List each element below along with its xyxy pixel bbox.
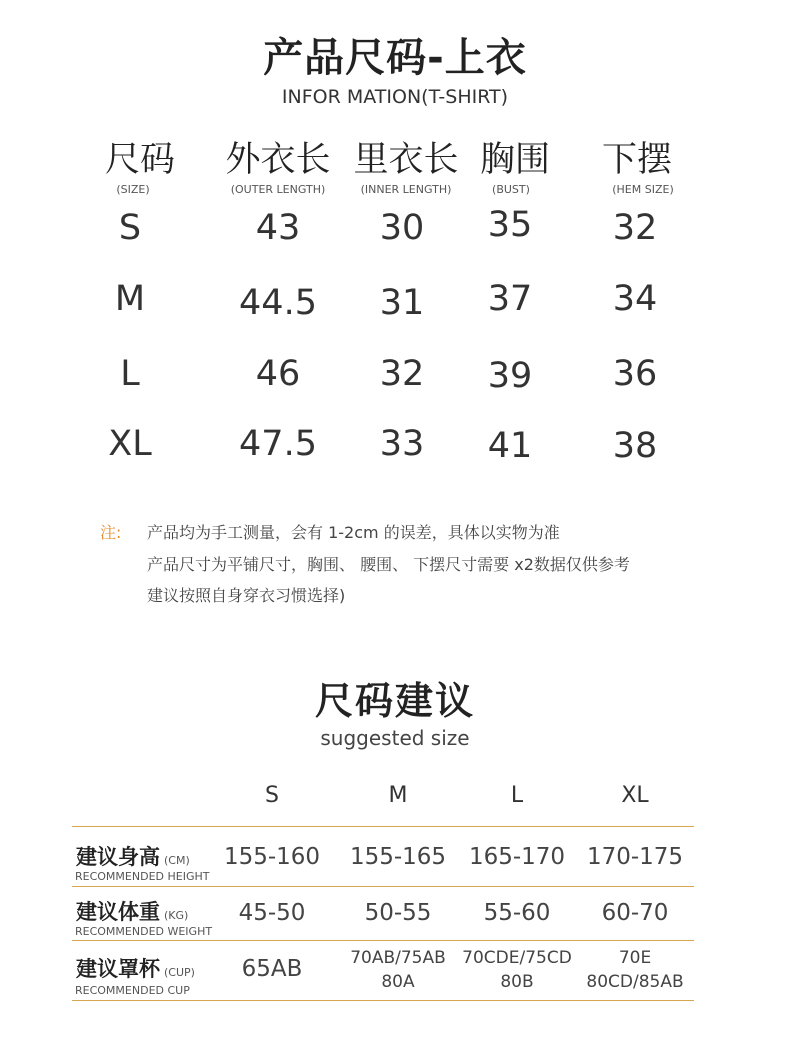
table-cell-size: L — [120, 354, 140, 394]
size-header-l: L — [510, 783, 524, 808]
table-cell-height-m: 155-165 — [349, 844, 447, 870]
row-sublabel-weight: RECOMMENDED WEIGHT — [75, 925, 213, 938]
row-unit-height: (CM) — [164, 854, 190, 867]
table-cell-hem-size: 38 — [612, 426, 658, 466]
column-subheader-outer-length: (OUTER LENGTH) — [230, 183, 326, 196]
column-header-inner-length: 里衣长 — [353, 140, 459, 180]
table-cell-height-s: 155-160 — [223, 844, 321, 870]
column-header-size: 尺码 — [104, 140, 175, 180]
table-cell-inner-length: 31 — [379, 283, 425, 323]
column-header-outer-length: 外衣长 — [225, 140, 331, 180]
column-subheader-hem-size: (HEM SIZE) — [612, 183, 674, 196]
table-divider — [72, 1000, 694, 1001]
table-cell-cup-l-line1: 70CDE/75CD — [462, 948, 572, 968]
table-cell-outer-length: 46 — [255, 354, 301, 394]
table-cell-cup-m-line1: 70AB/75AB — [350, 948, 446, 968]
table-cell-hem-size: 32 — [612, 208, 658, 248]
table-cell-cup-xl-line2: 80CD/85AB — [586, 972, 684, 992]
note-line: 产品均为手工测量，会有 1-2cm 的误差，具体以实物为准 — [147, 523, 560, 542]
column-header-bust: 胸围 — [479, 140, 550, 180]
column-subheader-inner-length: (INNER LENGTH) — [360, 183, 452, 196]
column-subheader-bust: (BUST) — [492, 183, 530, 196]
row-unit-cup: (CUP) — [164, 966, 195, 979]
table-cell-height-xl: 170-175 — [586, 844, 684, 870]
table-cell-bust: 39 — [487, 356, 533, 396]
table-cell-outer-length: 43 — [255, 208, 301, 248]
row-label-cup: 建议罩杯 (CUP) — [76, 957, 195, 981]
size-header-m: M — [388, 783, 408, 808]
section-title: 尺码建议 — [314, 679, 475, 723]
table-cell-hem-size: 36 — [612, 354, 658, 394]
table-cell-inner-length: 33 — [379, 424, 425, 464]
table-cell-bust: 41 — [487, 426, 533, 466]
table-cell-weight-s: 45-50 — [238, 900, 306, 926]
column-subheader-size: (SIZE) — [116, 183, 150, 196]
table-cell-height-l: 165-170 — [468, 844, 566, 870]
table-divider — [72, 886, 694, 887]
note-line: 建议按照自身穿衣习惯选择) — [147, 586, 346, 605]
table-cell-size: XL — [108, 424, 152, 464]
table-cell-weight-m: 50-55 — [364, 900, 432, 926]
table-cell-outer-length: 47.5 — [239, 424, 317, 464]
row-label-weight: 建议体重 (KG) — [76, 900, 189, 924]
note-line: 产品尺寸为平铺尺寸，胸围、 腰围、 下摆尺寸需要 x2数据仅供参考 — [147, 555, 630, 574]
note-label: 注: — [100, 523, 122, 542]
section-subtitle: suggested size — [320, 726, 470, 750]
table-divider — [72, 826, 694, 827]
table-cell-weight-l: 55-60 — [483, 900, 551, 926]
table-cell-cup-l-line2: 80B — [500, 972, 534, 992]
row-sublabel-height: RECOMMENDED HEIGHT — [75, 870, 210, 883]
column-header-hem-size: 下摆 — [601, 140, 672, 180]
table-cell-bust: 37 — [487, 279, 533, 319]
table-cell-size: S — [118, 208, 142, 248]
table-cell-inner-length: 30 — [379, 208, 425, 248]
table-cell-hem-size: 34 — [612, 279, 658, 319]
row-label-height: 建议身高 (CM) — [76, 845, 190, 869]
page-title: 产品尺码-上衣 — [263, 35, 527, 81]
row-unit-weight: (KG) — [164, 909, 189, 922]
table-divider — [72, 940, 694, 941]
row-sublabel-cup: RECOMMENDED CUP — [75, 984, 190, 997]
table-cell-cup-s: 65AB — [241, 956, 303, 982]
table-cell-bust: 35 — [487, 205, 533, 245]
table-cell-outer-length: 44.5 — [239, 283, 317, 323]
table-cell-weight-xl: 60-70 — [601, 900, 669, 926]
size-header-s: S — [265, 783, 279, 808]
page-subtitle: INFOR MATION(T-SHIRT) — [281, 86, 509, 108]
table-cell-size: M — [114, 279, 146, 319]
size-header-xl: XL — [621, 783, 649, 808]
table-cell-cup-xl-line1: 70E — [618, 948, 652, 968]
table-cell-inner-length: 32 — [379, 354, 425, 394]
table-cell-cup-m-line2: 80A — [381, 972, 415, 992]
